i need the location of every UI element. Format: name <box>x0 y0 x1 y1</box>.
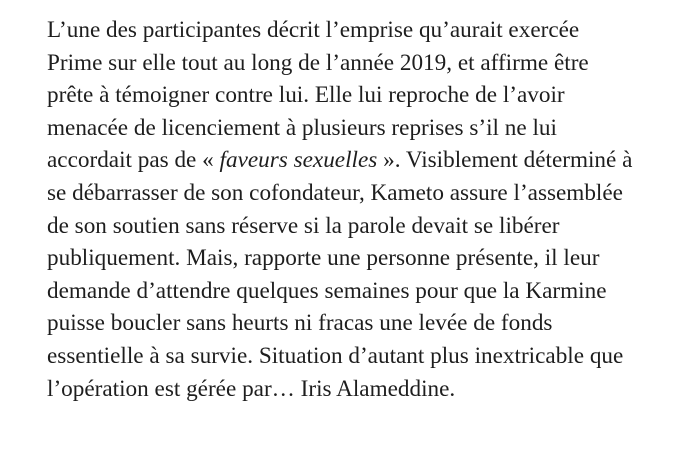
line-5-text-after-quote: ». Visiblement déterminé à <box>377 147 633 174</box>
paragraph-line-4: menacée de licenciement à plusieurs reprises s’il ne lui <box>47 114 557 141</box>
paragraph-line-3: prête à témoigner contre lui. Elle lui reproche de l’avoir <box>47 82 565 109</box>
paragraph-line-7: de son soutien sans réserve si la parole devait se libérer <box>47 212 560 239</box>
paragraph-line-12: l’opération est gérée par… Iris Alameddine. <box>47 375 456 402</box>
paragraph-line-11: essentielle à sa survie. Situation d’autant plus inextricable que <box>47 342 624 369</box>
paragraph-line-1: L’une des participantes décrit l’emprise qu’aurait exercée <box>47 17 580 43</box>
italic-quote: faveurs sexuelles <box>219 147 378 174</box>
paragraph-line-6: se débarrasser de son cofondateur, Kameto assure l’assemblée <box>47 179 623 206</box>
paragraph-line-10: puisse boucler sans heurts ni fracas une levée de fonds <box>47 310 553 337</box>
paragraph-line-8: publiquement. Mais, rapporte une personne présente, il leur <box>47 245 600 272</box>
paragraph-line-5 <box>47 144 660 177</box>
paragraph-line-9: demande d’attendre quelques semaines pour que la Karmine <box>47 277 607 304</box>
line-5-text-before-quote: accordait pas de « <box>47 147 220 174</box>
paragraph-line-2: Prime sur elle tout au long de l’année 2019, et affirme être <box>47 49 589 76</box>
article-paragraph <box>47 14 660 405</box>
